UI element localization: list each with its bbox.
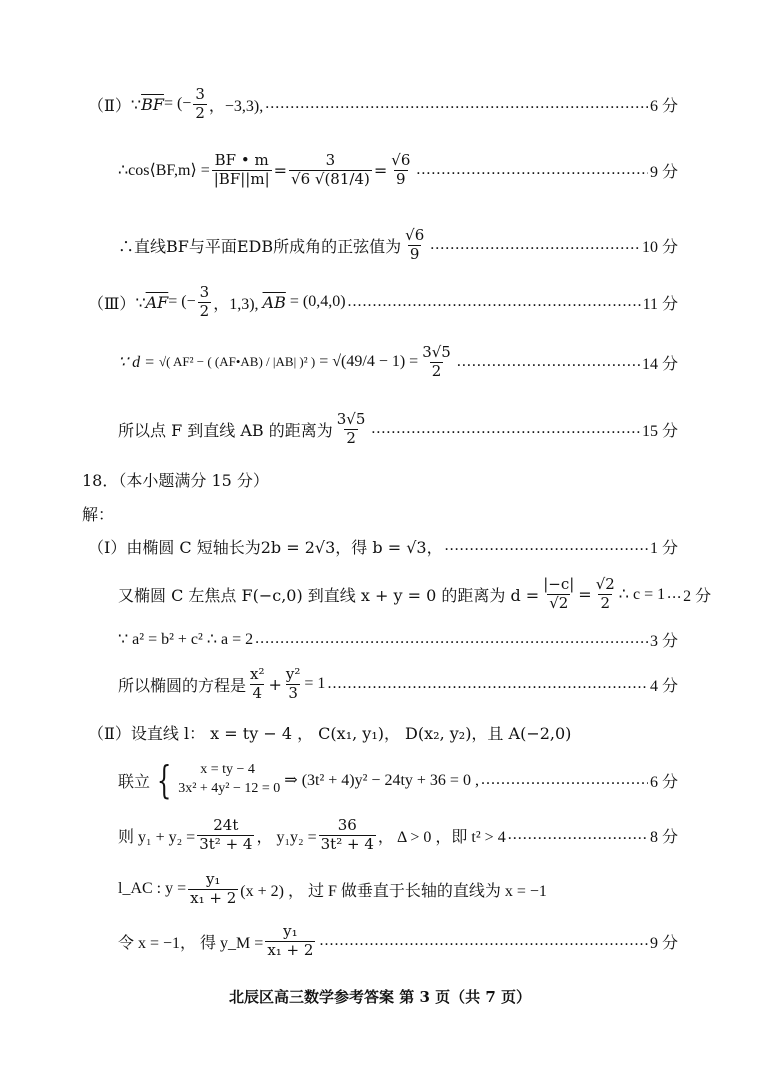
d-result-fraction: $\frac{3√5}{2}$: [422, 342, 451, 380]
leader-dots: [430, 236, 640, 254]
equals-sign: =: [578, 584, 592, 604]
part2-label: （Ⅱ）: [88, 723, 131, 743]
q18-jie: [82, 500, 114, 526]
equals-sign: =: [273, 160, 288, 180]
equation-system: [178, 761, 280, 799]
discriminant-condition: ， Δ > 0 ，即 t² > 4: [377, 828, 506, 846]
q18-p2-lac: [118, 868, 678, 910]
part2-bf-line: [88, 84, 678, 122]
equals-sign: =: [373, 160, 388, 180]
question-heading: 18．（本小题满分 15 分）: [82, 470, 269, 490]
x-squared-over-4: $\frac{\text{x²}}{4}$: [250, 664, 265, 702]
ym-label: 令 x = −1， 得 y_M =: [118, 934, 264, 952]
leader-dots: [265, 95, 648, 113]
distance-fraction-2: $\frac{√2}{2}$: [595, 574, 615, 612]
quadratic-result: ⇒ (3t² + 4)y² − 24ty + 36 = 0 ,: [284, 772, 479, 789]
because-symbol: ∵: [135, 292, 146, 312]
cos-fraction-1: $\frac{BF • m}{|BF||m|}$: [213, 150, 270, 188]
focus-distance-statement: 又椭圆 C 左焦点 F(−c,0) 到直线 x + y = 0 的距离为 d =: [118, 585, 540, 605]
part3-af-line: [88, 284, 678, 320]
left-brace-icon: {: [156, 758, 172, 802]
sum-label: 则 y₁ + y₂ =: [118, 828, 196, 846]
part3-d-line: [118, 336, 678, 388]
cos-fraction-3: $\frac{√6}{9}$: [391, 150, 411, 188]
sum-fraction: $\frac{24t}{\text{3t² + 4}}$: [199, 815, 253, 853]
q18-p2-vieta: [118, 814, 678, 856]
leader-dots: [319, 932, 648, 950]
page-footer: 北辰区高三数学参考答案 第 3 页（共 7 页）: [229, 988, 531, 1006]
equals-text: = (−: [163, 95, 192, 112]
vector-ab: AB: [262, 292, 286, 312]
equals-text: = (−: [168, 293, 196, 310]
distance-fraction: $\frac{3√5}{2}$: [336, 409, 366, 447]
score-mark: 15 分: [641, 422, 678, 440]
q18-p2-line1: [88, 718, 678, 746]
q18-p1-line3: [118, 626, 678, 652]
q18-heading: [82, 466, 269, 492]
product-fraction: $\frac{36}{\text{3t² + 4}}$: [320, 815, 374, 853]
product-label: ， y₁y₂ =: [256, 828, 317, 846]
leader-dots: [508, 826, 648, 844]
simultaneous-label: 联立: [118, 771, 151, 791]
q18-p1-line2: [118, 574, 712, 614]
q18-p2-ym: [118, 920, 678, 962]
equals-one: = 1: [304, 675, 326, 692]
vector-rest: ，1,3),: [213, 295, 259, 313]
leader-dots: [348, 293, 641, 311]
part1-label: （Ⅰ）: [88, 537, 127, 557]
d-evaluation: = √(49/4 − 1) =: [319, 353, 419, 370]
score-mark: 9 分: [649, 934, 678, 952]
leader-dots: [457, 353, 640, 371]
distance-statement: 所以点 F 到直线 AB 的距离为: [118, 420, 333, 440]
vector-rest: ，−3,3),: [208, 97, 264, 115]
leader-dots: [255, 630, 648, 648]
ym-fraction: $\frac{\text{y₁}}{\text{x₁ + 2}}$: [267, 921, 314, 959]
plus-sign: +: [268, 674, 282, 694]
leader-dots: [416, 161, 648, 179]
distance-fraction-1: $\frac{|-c|}{√2}$: [543, 574, 575, 612]
fraction-three-halves: $\frac{3}{2}$: [199, 282, 210, 320]
d-label: ∵ d =: [118, 354, 155, 371]
y-squared-over-3: $\frac{\text{y²}}{3}$: [285, 664, 301, 702]
vector-af: AF: [145, 292, 169, 312]
because-symbol: ∵: [130, 94, 142, 114]
d-expression: √( AF² − ( (AF•AB) / |AB| )² ): [158, 354, 316, 369]
q18-p1-line1: [88, 532, 678, 560]
sine-fraction: $\frac{√6}{9}$: [405, 225, 425, 263]
part2-label: （Ⅱ）: [88, 95, 131, 115]
sine-statement: ∴直线BF与平面EDB所成角的正弦值为: [118, 236, 402, 256]
leader-dots: [371, 420, 640, 438]
fraction-three-halves: $\frac{3}{2}$: [195, 84, 205, 122]
leader-dots: [481, 771, 648, 789]
solution-label: 解：: [82, 504, 115, 524]
minor-axis-statement: 由椭圆 C 短轴长为2b = 2√3，得 b = √3，: [126, 537, 443, 557]
a-derivation: ∵ a² = b² + c² ∴ a = 2: [118, 631, 254, 648]
slope-fraction: $\frac{\text{y₁}}{\text{x₁ + 2}}$: [190, 869, 237, 907]
score-mark: 6 分: [649, 97, 678, 115]
score-mark: 2 分: [683, 587, 712, 605]
system-equation-2: 3x² + 4y² − 12 = 0: [178, 781, 281, 796]
score-mark: 4 分: [649, 677, 678, 695]
cos-fraction-2: $\frac{3}{√6 √(81/4)}$: [291, 150, 370, 188]
system-equation-1: x = ty − 4: [200, 762, 255, 778]
score-mark: 14 分: [641, 355, 678, 373]
score-mark: 9 分: [649, 163, 678, 181]
part3-dist-line: [118, 406, 678, 452]
score-mark: 1 分: [649, 539, 678, 557]
score-mark: 10 分: [641, 238, 678, 256]
cos-expression: ∴cos⟨BF,m⟩ =: [118, 162, 210, 179]
ellipse-equation-statement: 所以椭圆的方程是: [118, 675, 247, 695]
part2-cos-line: [118, 140, 678, 200]
score-mark: 8 分: [649, 828, 678, 846]
leader-dots: [327, 675, 648, 693]
part2-sine-line: [118, 222, 678, 268]
score-mark: 6 分: [649, 773, 678, 791]
line-ac-rest: (x + 2) ， 过 F 做垂直于长轴的直线为 x = −1: [240, 882, 547, 900]
q18-p1-line4: [118, 664, 678, 704]
c-value: ∴ c = 1: [618, 586, 666, 603]
q18-p2-system: [118, 756, 678, 804]
line-ac-label: l_AC : y =: [118, 880, 187, 897]
leader-dots: [445, 537, 648, 555]
line-setup-statement: 设直线 l： x = ty − 4 ， C(x₁, y₁)， D(x₂, y₂)，且 A(−2,0): [130, 723, 572, 743]
vector-bf: BF: [141, 94, 164, 114]
leader-dots: [667, 585, 681, 603]
vector-ab-value: = (0,4,0): [289, 293, 346, 310]
part3-label: （Ⅲ）: [88, 293, 136, 313]
score-mark: 3 分: [649, 632, 678, 650]
score-mark: 11 分: [642, 295, 678, 313]
